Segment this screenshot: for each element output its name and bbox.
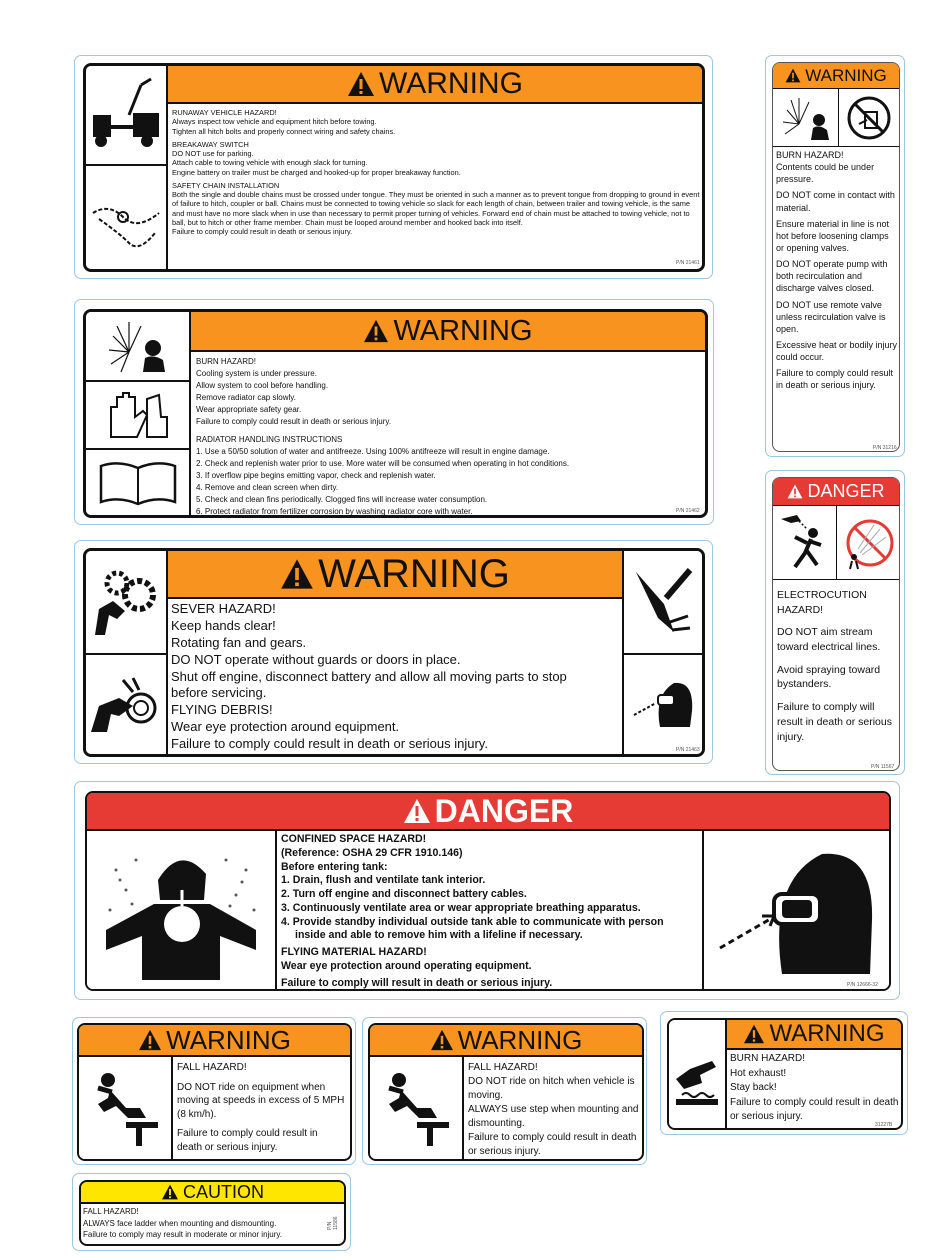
text-line: Failure to comply could result in death or serious injury.	[196, 417, 392, 426]
text-line: Keep hands clear!	[171, 617, 276, 633]
no-contact-prohibition-icon	[839, 89, 899, 147]
warning-decal-radiator	[74, 299, 714, 525]
part-number: P/N 11567	[871, 764, 895, 770]
section-title: CONFINED SPACE HAZARD!	[281, 833, 427, 845]
section-title: RADIATOR HANDLING INSTRUCTIONS	[196, 435, 343, 444]
warning-header	[727, 1020, 901, 1050]
text-line: Wear eye protection around equipment.	[171, 719, 400, 735]
header-label: CAUTION	[183, 1181, 264, 1202]
warning-decal-fall-hazard-hitch	[362, 1017, 647, 1165]
decal-frame	[83, 63, 705, 272]
caution-triangle-icon	[161, 1184, 179, 1200]
danger-triangle-icon	[787, 484, 803, 499]
text-line: Tighten all hitch bolts and properly connect wiring and safety chains.	[172, 126, 396, 136]
decal-text	[777, 588, 897, 744]
header-label: WARNING	[166, 1024, 291, 1055]
text-line: DO NOT ride on hitch when vehicle is moving.	[468, 1076, 635, 1101]
decal-text	[83, 1206, 331, 1241]
text-paragraph: Excessive heat or bodily injury could occur.	[776, 339, 898, 363]
danger-decal-confined-space	[74, 781, 900, 1000]
section-title: FALL HAZARD!	[83, 1207, 139, 1216]
section-title: FALL HAZARD!	[468, 1062, 538, 1073]
text-line: 3. If overflow pipe begins emitting vapor, check and replenish water.	[196, 471, 436, 480]
eye-protection-icon	[622, 655, 702, 754]
part-number: P/N 21461	[676, 260, 700, 266]
warning-decal-hot-exhaust	[660, 1011, 908, 1135]
warning-decal-fall-hazard-speed	[72, 1017, 356, 1165]
warning-header	[370, 1025, 642, 1057]
header-label: WARNING	[805, 65, 887, 85]
text-paragraph: DO NOT ride on equipment when moving at speeds in excess of 5 MPH (8 km/h).	[177, 1081, 345, 1120]
header-label: DANGER	[807, 481, 885, 501]
warning-triangle-icon	[138, 1029, 162, 1051]
confined-space-breathing-icon	[87, 831, 277, 989]
decal-text	[730, 1052, 900, 1125]
text-line: Cooling system is under pressure.	[196, 369, 317, 378]
danger-triangle-icon	[403, 798, 431, 824]
header-label: WARNING	[379, 67, 523, 100]
decal-frame	[77, 1023, 352, 1161]
part-number: P/N 31216	[873, 445, 897, 451]
text-line: ALWAYS face ladder when mounting and dismounting.	[83, 1218, 277, 1228]
section-title: FALL HAZARD!	[177, 1062, 247, 1073]
warning-header	[191, 312, 705, 352]
manual-book-icon	[86, 450, 191, 515]
text-line: 2. Check and replenish water prior to use. More water will be consumed when operating in hot conditions.	[196, 459, 570, 468]
warning-triangle-icon	[785, 68, 801, 83]
decal-text	[468, 1061, 640, 1159]
text-line: ALWAYS use step when mounting and dismounting.	[468, 1104, 639, 1129]
face-shield-goggles-icon	[702, 831, 889, 989]
header-label: WARNING	[457, 1024, 583, 1055]
header-label: WARNING	[318, 551, 510, 596]
decal-text	[172, 108, 702, 236]
part-number: 31227B	[875, 1122, 893, 1128]
part-number: P/N 21462	[676, 508, 700, 514]
text-line: Wear appropriate safety gear.	[196, 405, 302, 414]
section-title: ELECTROCUTION HAZARD!	[777, 589, 867, 616]
caution-decal-ladder	[72, 1173, 351, 1251]
decal-text	[196, 356, 701, 518]
safety-chain-icon	[86, 166, 168, 269]
footer-text: Failure to comply could result in death or serious injury.	[177, 1128, 318, 1153]
part-number: P/N 12666-32	[847, 982, 878, 988]
part-number: P/N 11586	[327, 1216, 339, 1230]
footer-text: Failure to comply will result in death or serious injury.	[777, 701, 892, 743]
decal-frame	[85, 791, 891, 991]
decal-frame	[79, 1180, 346, 1246]
section-title: BREAKAWAY SWITCH	[172, 139, 249, 149]
footer-text: Failure to comply could result in death or serious injury.	[468, 1132, 637, 1157]
decal-text	[177, 1061, 345, 1154]
rotating-fan-hand-icon	[86, 655, 168, 754]
decal-text	[776, 149, 898, 392]
no-spraying-prohibition-icon	[837, 506, 899, 580]
section-title: BURN HAZARD!	[730, 1053, 806, 1064]
warning-decal-runaway-vehicle	[74, 55, 713, 279]
text-line: SEVER HAZARD!	[171, 601, 276, 616]
header-label: WARNING	[393, 314, 533, 347]
text-paragraph: Avoid spraying toward bystanders.	[777, 663, 881, 691]
text-line: 5. Check and clean fins periodically. Clogged fins will increase water consumption.	[196, 495, 488, 504]
warning-triangle-icon	[363, 319, 389, 343]
warning-header	[79, 1025, 350, 1057]
danger-header	[773, 478, 899, 506]
decal-frame	[772, 477, 900, 771]
section-title: RUNAWAY VEHICLE HAZARD!	[172, 108, 277, 117]
footer-text: Failure to comply could result in death or serious injury.	[730, 1096, 899, 1122]
text-line: Rotating fan and gears.	[171, 634, 307, 650]
falling-person-icon	[370, 1057, 464, 1159]
warning-decal-burn-hazard-pump	[765, 55, 905, 457]
text-paragraph: DO NOT use remote valve unless recirculation valve is open.	[776, 299, 886, 334]
warning-triangle-icon	[430, 1029, 454, 1051]
text-line: Shut off engine, disconnect battery and allow all moving parts to stop	[171, 668, 567, 684]
burn-spray-icon	[773, 89, 839, 147]
text-line: 3. Continuously ventilate area or wear appropriate breathing apparatus.	[281, 901, 641, 914]
text-line: Before entering tank:	[281, 860, 388, 873]
decal-text	[281, 833, 699, 990]
text-line: 4. Provide standby individual outside tank able to communicate with person	[281, 915, 664, 928]
text-line: 4. Remove and clean screen when dirty.	[196, 483, 339, 492]
falling-person-icon	[79, 1057, 173, 1159]
electrocution-person-icon	[773, 506, 837, 580]
header-label: WARNING	[769, 1020, 885, 1047]
text-line: DO NOT operate without guards or doors in place.	[171, 651, 461, 667]
text-line: 2. Turn off engine and disconnect battery cables.	[281, 888, 527, 901]
text-line: before servicing.	[171, 685, 267, 701]
warning-decal-sever-hazard	[74, 540, 713, 764]
warning-header	[773, 63, 899, 89]
decal-frame	[83, 309, 708, 518]
text-line: Wear eye protection around operating equipment.	[281, 959, 532, 972]
text-line: (Reference: OSHA 29 CFR 1910.146)	[281, 846, 463, 859]
text-line: 1. Drain, flush and ventilate tank interior.	[281, 874, 486, 887]
section-title: BURN HAZARD!	[196, 357, 257, 366]
footer-text: Failure to comply will result in death or serious injury.	[281, 976, 553, 989]
text-line: Allow system to cool before handling.	[196, 381, 329, 390]
warning-header	[168, 66, 702, 104]
text-line: DO NOT use for parking.	[172, 149, 254, 158]
text-line: Remove radiator cap slowly.	[196, 393, 296, 402]
footer-text: Failure to comply could result in death or serious injury.	[172, 227, 353, 236]
decal-frame	[667, 1018, 903, 1130]
text-line: Engine battery on trailer must be charged and hooked-up for proper breakaway function.	[172, 167, 461, 177]
header-label: DANGER	[434, 792, 574, 829]
decal-frame	[83, 548, 705, 757]
cut-hand-icon	[622, 551, 702, 655]
text-paragraph: Both the single and double chains must be crossed under tongue. They must be oriented in such a manner as to prevent tongue from dropping to ground in event of failure to hitch, coupler or ball. Chains must be connected to towing vehicle so slack for each length of chain, between trailer and towing vehicle, is the same and must have no more slack when in use than necessary to permit proper turning of vehicles. Forward end of chain must be attached to towing vehicle, not to ball, but to hitch or other frame member. Chain must be looped around member and hooked back into itself.	[172, 190, 700, 227]
gear-hand-icon	[86, 551, 168, 655]
burn-spray-icon	[86, 312, 191, 382]
section-title: SAFETY CHAIN INSTALLATION	[172, 180, 280, 190]
part-number: P/N 21463	[676, 747, 700, 753]
caution-header	[81, 1182, 344, 1204]
text-line: Attach cable to towing vehicle with enough slack for turning.	[172, 158, 368, 168]
tow-hitch-icon	[86, 66, 168, 166]
text-line: Always inspect tow vehicle and equipment hitch before towing.	[172, 117, 377, 127]
text-line: inside and able to remove him with a lifeline if necessary.	[295, 929, 583, 942]
warning-triangle-icon	[347, 71, 375, 97]
danger-header	[87, 793, 889, 831]
text-line: Hot exhaust!	[730, 1067, 787, 1079]
footer-text: Failure to comply could result in death or serious injury.	[776, 368, 894, 391]
text-line: 6. Protect radiator from fertilizer corrosion by washing radiator core with water.	[196, 507, 473, 516]
footer-text: Failure to comply may result in moderate or minor injury.	[83, 1230, 283, 1240]
danger-decal-electrocution	[765, 470, 905, 775]
hot-surface-hand-icon	[669, 1020, 727, 1128]
warning-header	[168, 551, 622, 599]
warning-triangle-icon	[743, 1024, 765, 1044]
text-paragraph: DO NOT operate pump with both recirculation and discharge valves closed.	[776, 259, 888, 294]
text-line: Failure to comply could result in death or serious injury.	[171, 736, 488, 752]
text-line: 1. Use a 50/50 solution of water and antifreeze. Using 100% antifreeze will result in engine damage.	[196, 447, 550, 456]
section-title: FLYING MATERIAL HAZARD!	[281, 946, 427, 959]
safety-gloves-icon	[86, 382, 191, 450]
decal-frame	[368, 1023, 644, 1161]
text-paragraph: DO NOT aim stream toward electrical lines.	[777, 626, 881, 654]
text-paragraph: BURN HAZARD! Contents could be under pressure.	[776, 150, 875, 185]
decal-frame	[772, 62, 900, 452]
warning-triangle-icon	[280, 558, 314, 590]
text-line: Stay back!	[730, 1082, 777, 1093]
decal-text	[171, 601, 621, 753]
text-paragraph: DO NOT come in contact with material.	[776, 190, 895, 213]
text-paragraph: Ensure material in line is not hot before loosening clamps or opening valves.	[776, 218, 890, 253]
text-line: FLYING DEBRIS!	[171, 702, 273, 718]
